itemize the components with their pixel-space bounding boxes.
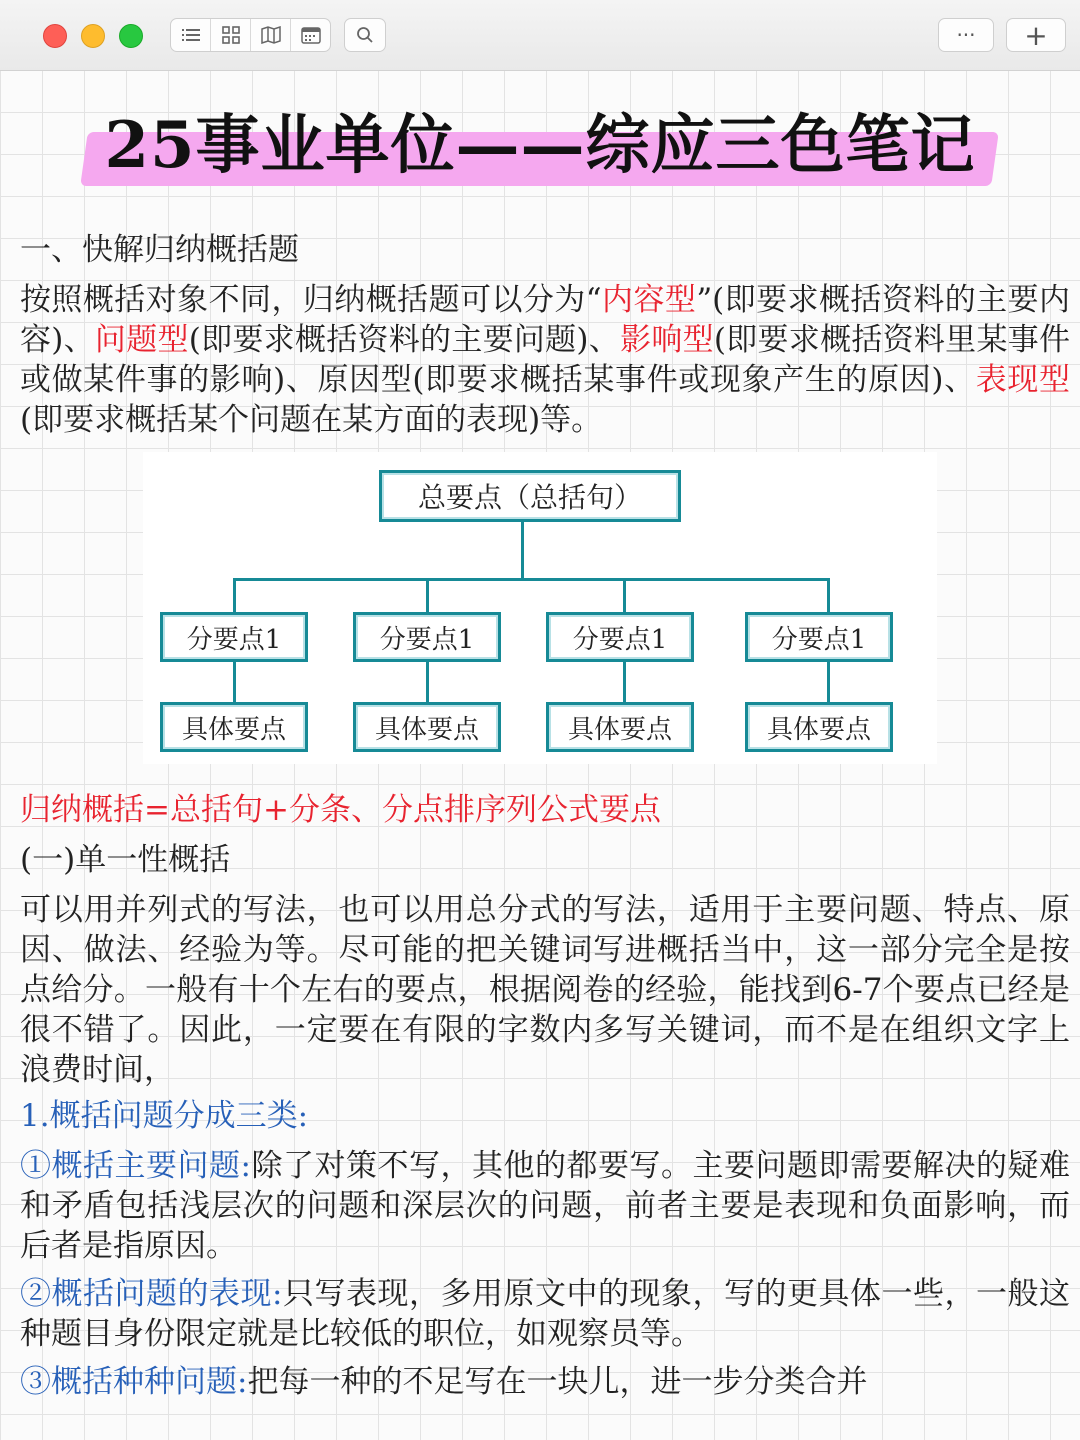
diagram-connector [827, 578, 830, 612]
minimize-window-button[interactable] [81, 24, 105, 48]
list-item: ③概括种种问题:把每一种的不足写在一块儿，进一步分类合并 [20, 1364, 868, 1400]
diagram-connector [426, 578, 429, 612]
diagram-connector [233, 662, 236, 702]
intro-paragraph: 按照概括对象不同，归纳概括题可以分为“内容型”(即要求概括资料的主要内容)、问题型(即要求概括资料的主要问题)、影响型(即要求概括资料里某事件或做某件事的影响)、原因型(即要求概括某事件或现象产生的原因)、表现型(即要求概括某个问题在某方面的表现)等。 [20, 282, 1071, 438]
summary-structure-diagram [143, 452, 937, 764]
diagram-connector [623, 578, 626, 612]
subsection-heading: (一)单一性概括 [20, 842, 231, 878]
map-icon[interactable] [251, 19, 291, 51]
formula-line: 归纳概括=总括句+分条、分点排序列公式要点 [20, 792, 661, 828]
page-title: 25事业单位——综应三色笔记 [86, 104, 993, 188]
diagram-connector [233, 578, 236, 612]
close-window-button[interactable] [43, 24, 67, 48]
zoom-window-button[interactable] [119, 24, 143, 48]
keyword-manifestation-type: 表现型 [975, 362, 1071, 398]
list-heading: 1.概括问题分成三类: [20, 1098, 309, 1134]
diagram-sub-point: 分要点1 [160, 612, 308, 662]
diagram-sub-point: 分要点1 [745, 612, 893, 662]
keyword-impact-type: 影响型 [620, 322, 714, 358]
title-container [0, 104, 1080, 188]
diagram-sub-point: 分要点1 [546, 612, 694, 662]
search-button[interactable] [344, 18, 386, 52]
search-icon [356, 26, 374, 44]
list-item-label: ②概括问题的表现: [20, 1276, 283, 1312]
diagram-connector [426, 662, 429, 702]
diagram-connector [233, 578, 830, 581]
add-button[interactable]: + [1006, 18, 1066, 52]
diagram-detail-point: 具体要点 [160, 702, 308, 752]
subsection-body: 可以用并列式的写法，也可以用总分式的写法，适用于主要问题、特点、原因、做法、经验为等。尽可能的把关键词写进概括当中，这一部分完全是按点给分。一般有十个左右的要点，根据阅卷的经验，能找到6-7个要点已经是很不错了。因此，一定要在有限的字数内多写关键词，而不是在组织文字上浪费时间， [20, 892, 1070, 1088]
diagram-detail-point: 具体要点 [353, 702, 501, 752]
keyword-content-type: 内容型 [601, 282, 697, 318]
list-item: ①概括主要问题:除了对策不写，其他的都要写。主要问题即需要解决的疑难和矛盾包括浅层次的问题和深层次的问题，前者主要是表现和负面影响，而后者是指原因。 [20, 1148, 1071, 1264]
diagram-connector [521, 522, 524, 580]
grid-view-icon[interactable] [211, 19, 251, 51]
list-item: ②概括问题的表现:只写表现，多用原文中的现象，写的更具体一些，一般这种题目身份限定就是比较低的职位，如观察员等。 [20, 1276, 1071, 1352]
list-item-label: ③概括种种问题: [20, 1364, 248, 1400]
more-button[interactable]: ··· [938, 18, 994, 52]
diagram-connector [827, 662, 830, 702]
calendar-icon[interactable] [291, 19, 330, 51]
section-heading: 一、快解归纳概括题 [20, 232, 299, 268]
window-toolbar [0, 0, 1080, 71]
diagram-connector [623, 662, 626, 702]
view-mode-segmented-control [170, 18, 331, 52]
keyword-problem-type: 问题型 [94, 322, 189, 358]
diagram-main-point: 总要点（总括句） [379, 470, 681, 522]
diagram-detail-point: 具体要点 [546, 702, 694, 752]
diagram-detail-point: 具体要点 [745, 702, 893, 752]
list-item-label: ①概括主要问题: [20, 1148, 251, 1184]
diagram-sub-point: 分要点1 [353, 612, 501, 662]
list-view-icon[interactable] [171, 19, 211, 51]
